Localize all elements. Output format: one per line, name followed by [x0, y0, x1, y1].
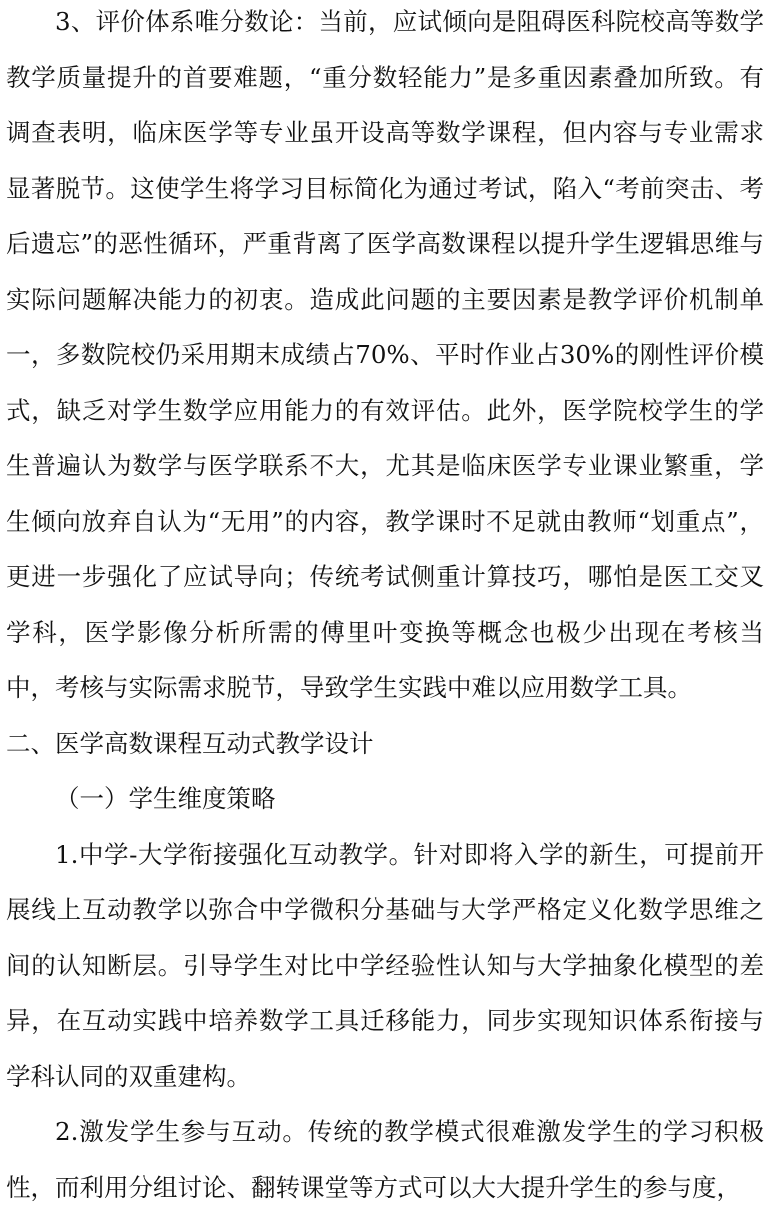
paragraph-item-1: 1.中学-大学衔接强化互动教学。针对即将入学的新生，可提前开展线上互动教学以弥合中学微积分基础与大学严格定义化数学思维之间的认知断层。引导学生对比中学经验性认知与大学抽象化模型的差异，在互动实践中培养数学工具迁移能力，同步实现知识体系衔接与学科认同的双重建构。 [6, 839, 764, 1091]
paragraph-evaluation-system: 3、评价体系唯分数论：当前，应试倾向是阻碍医科院校高等数学教学质量提升的首要难题，“重分数轻能力”是多重因素叠加所致。有调查表明，临床医学等专业虽开设高等数学课程，但内容与专业需求显著脱节。这使学生将学习目标简化为通过考试，陷入“考前突击、考后遗忘”的恶性循环，严重背离了医学高数课程以提升学生逻辑思维与实际问题解决能力的初衷。造成此问题的主要因素是教学评价机制单一，多数院校仍采用期末成绩占70%、平时作业占30%的刚性评价模式，缺乏对学生数学应用能力的有效评估。此外，医学院校学生的学生普遍认为数学与医学联系不大，尤其是临床医学专业课业繁重，学生倾向放弃自认为“无用”的内容，教学课时不足就由教师“划重点”，更进一步强化了应试导向；传统考试侧重计算技巧，哪怕是医工交叉学科，医学影像分析所需的傅里叶变换等概念也极少出现在考核当中，考核与实际需求脱节，导致学生实践中难以应用数学工具。 [6, 7, 764, 702]
subsection-heading: （一）学生维度策略 [55, 784, 276, 813]
section-heading: 二、医学高数课程互动式教学设计 [6, 728, 374, 758]
paragraph-item-2: 2.激发学生参与互动。传统的教学模式很难激发学生的学习积极性，而利用分组讨论、翻转课堂等方式可以大大提升学生的参与度， [6, 1117, 764, 1202]
